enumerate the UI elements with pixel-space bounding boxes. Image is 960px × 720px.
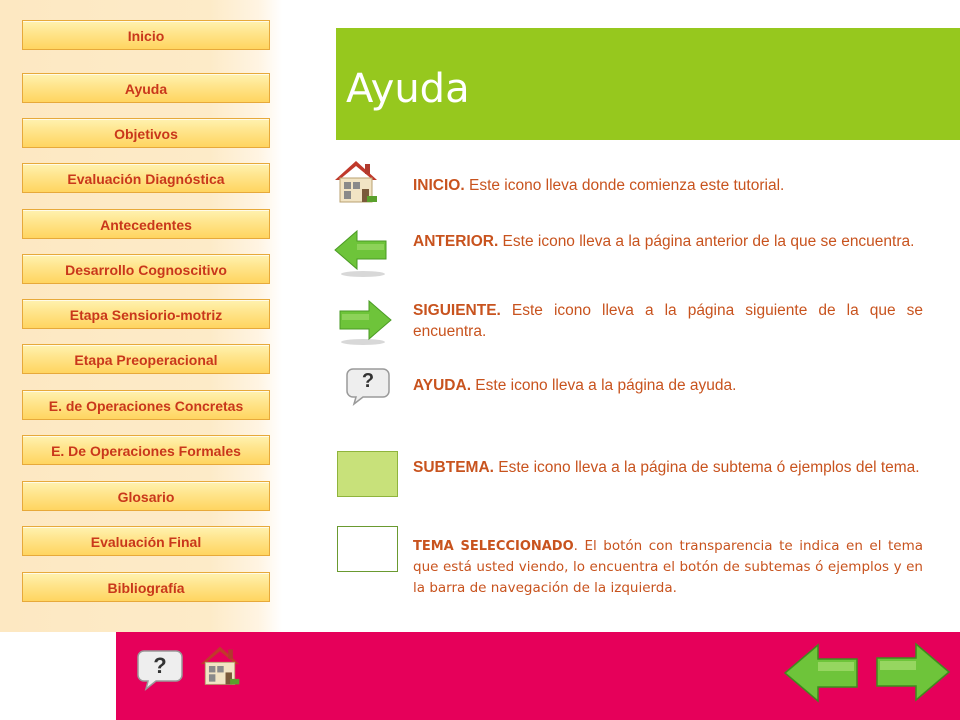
help-tema-seleccionado <box>413 536 923 599</box>
footer-home-button[interactable] <box>197 642 243 690</box>
sidebar-item-glosario[interactable]: Glosario <box>22 481 270 511</box>
help-inicio-term: INICIO. <box>413 177 465 194</box>
footer-next-button[interactable] <box>874 640 952 710</box>
sidebar-item-operaciones-concretas[interactable]: E. de Operaciones Concretas <box>22 390 270 420</box>
sidebar-item-evaluacion-final[interactable]: Evaluación Final <box>22 526 270 556</box>
help-subtema-term: SUBTEMA. <box>413 459 494 476</box>
footer-help-glyph: ? <box>153 653 167 678</box>
footer-help-button[interactable] <box>136 648 184 692</box>
sidebar-nav <box>0 0 282 720</box>
help-ayuda <box>413 375 923 396</box>
help-inicio-desc: Este icono lleva donde comienza este tutorial. <box>464 177 785 194</box>
help-icon <box>345 366 391 406</box>
sidebar-item-inicio[interactable]: Inicio <box>22 20 270 50</box>
help-ayuda-desc: Este icono lleva a la página de ayuda. <box>471 377 737 394</box>
help-tema-term: TEMA SELECCIONADO <box>413 539 574 554</box>
sidebar-item-operaciones-formales[interactable]: E. De Operaciones Formales <box>22 435 270 465</box>
page-header <box>336 28 960 140</box>
sidebar-item-etapa-sensoriomotriz[interactable]: Etapa Sensiorio-motriz <box>22 299 270 329</box>
sidebar-item-ayuda[interactable]: Ayuda <box>22 73 270 103</box>
sidebar-item-etapa-preoperacional[interactable]: Etapa Preoperacional <box>22 344 270 374</box>
help-tema-desc: . El botón con transparencia te indica en el tema que está usted viendo, lo encuentra el botón de subtemas ó ejemplos y en la barra de navegación de la izquierda. <box>413 538 923 596</box>
sidebar-item-antecedentes[interactable]: Antecedentes <box>22 209 270 239</box>
footer-previous-button[interactable] <box>782 641 860 711</box>
help-siguiente <box>413 300 923 342</box>
help-icon-glyph: ? <box>361 370 375 392</box>
sidebar-item-bibliografia[interactable]: Bibliografía <box>22 572 270 602</box>
tema-seleccionado-swatch <box>337 526 398 572</box>
sidebar-item-desarrollo-cognoscitivo[interactable]: Desarrollo Cognoscitivo <box>22 254 270 284</box>
sidebar-item-evaluacion-diagnostica[interactable]: Evaluación Diagnóstica <box>22 163 270 193</box>
help-inicio <box>413 175 923 196</box>
subtema-swatch <box>337 451 398 497</box>
help-siguiente-term: SIGUIENTE. <box>413 302 501 319</box>
arrow-left-icon <box>333 228 389 278</box>
help-anterior <box>413 231 923 252</box>
page-title: Ayuda <box>346 66 470 112</box>
arrow-right-icon <box>337 296 393 346</box>
help-subtema-desc: Este icono lleva a la página de subtema ó ejemplos del tema. <box>493 459 920 476</box>
help-anterior-desc: Este icono lleva a la página anterior de la que se encuentra. <box>498 233 915 250</box>
home-icon <box>331 158 381 206</box>
help-subtema <box>413 457 923 478</box>
help-siguiente-desc: Este icono lleva a la página siguiente de la que se encuentra. <box>413 302 923 340</box>
help-ayuda-term: AYUDA. <box>413 377 471 394</box>
help-anterior-term: ANTERIOR. <box>413 233 499 250</box>
sidebar-item-objetivos[interactable]: Objetivos <box>22 118 270 148</box>
